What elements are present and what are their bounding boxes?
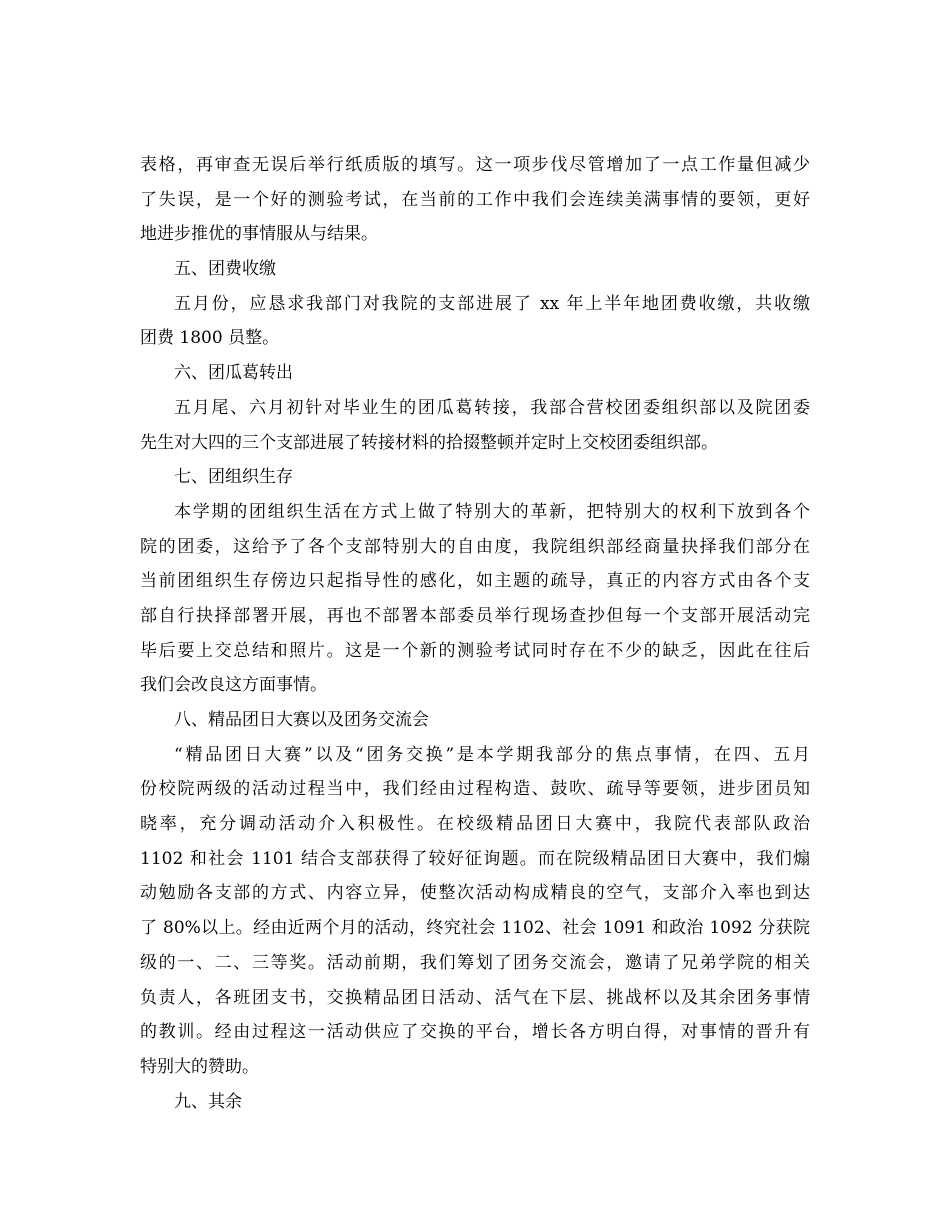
text-line: 八、精品团日大赛以及团务交流会	[174, 710, 429, 730]
text-line: 本学期的团组织生活在方式上做了特别大的革新，把特别大的权利下放到各个	[174, 501, 810, 522]
text-line: 晓率，充分调动活动介入积极性。在校级精品团日大赛中，我院代表部队政治	[140, 814, 810, 835]
text-line: 先生对大四的三个支部进展了转接材料的拾掇整顿并定时上交校团委组织部。	[140, 432, 718, 453]
text-line: 特别大的赞助。	[140, 1056, 259, 1077]
text-line: 团费 1800 员整。	[140, 328, 280, 349]
text-line: 动勉励各支部的方式、内容立异，使整次活动构成精良的空气，支部介入率也到达	[140, 883, 810, 904]
text-line: 负责人，各班团支书，交换精品团日活动、活气在下层、挑战杯以及其余团务事情	[140, 987, 810, 1008]
text-line: 1102 和社会 1101 结合支部获得了较好征询题。而在院级精品团日大赛中，我们煽	[140, 848, 810, 869]
text-line: 七、团组织生存	[174, 467, 293, 488]
text-line: 院的团委，这给予了各个支部特别大的自由度，我院组织部经商量抉择我们部分在	[140, 536, 810, 557]
text-line: 部自行抉择部署开展，再也不部署本部委员举行现场查抄但每一个支部开展活动完	[140, 605, 810, 626]
text-line: 六、团瓜葛转出	[174, 363, 293, 384]
text-line: 当前团组织生存傍边只起指导性的感化，如主题的疏导，真正的内容方式由各个支	[140, 571, 810, 592]
text-line: 的教训。经由过程这一活动供应了交换的平台，增长各方明白得，对事情的晋升有	[140, 1022, 810, 1043]
text-line: 级的一、二、三等奖。活动前期，我们筹划了团务交流会，邀请了兄弟学院的相关	[140, 952, 810, 973]
text-line: 五、团费收缴	[174, 259, 276, 280]
text-line: 毕后要上交总结和照片。这是一个新的测验考试同时存在不少的缺乏，因此在往后	[140, 640, 810, 661]
text-line: 我们会改良这方面事情。	[140, 675, 327, 696]
text-line: 了 80%以上。经由近两个月的活动，终究社会 1102、社会 1091 和政治 1092 分获院	[140, 918, 810, 939]
text-line: 表格，再审查无误后举行纸质版的填写。这一项步伐尽管增加了一点工作量但减少	[140, 155, 810, 175]
text-line: 五月份，应恳求我部门对我院的支部进展了 xx 年上半年地团费收缴，共收缴	[174, 293, 810, 314]
text-line: “精品团日大赛”以及“团务交换”是本学期我部分的焦点事情，在四、五月	[174, 744, 810, 765]
text-line: 五月尾、六月初针对毕业生的团瓜葛转接，我部合营校团委组织部以及院团委	[174, 397, 810, 418]
text-line: 地进步推优的事情服从与结果。	[140, 224, 378, 245]
text-line: 份校院两级的活动过程当中，我们经由过程构造、鼓吹、疏导等要领，进步团员知	[140, 779, 810, 800]
text-line: 九、其余	[174, 1091, 242, 1112]
document-body	[140, 148, 810, 1119]
text-line: 了失误，是一个好的测验考试，在当前的工作中我们会连续美满事情的要领，更好	[140, 189, 810, 210]
